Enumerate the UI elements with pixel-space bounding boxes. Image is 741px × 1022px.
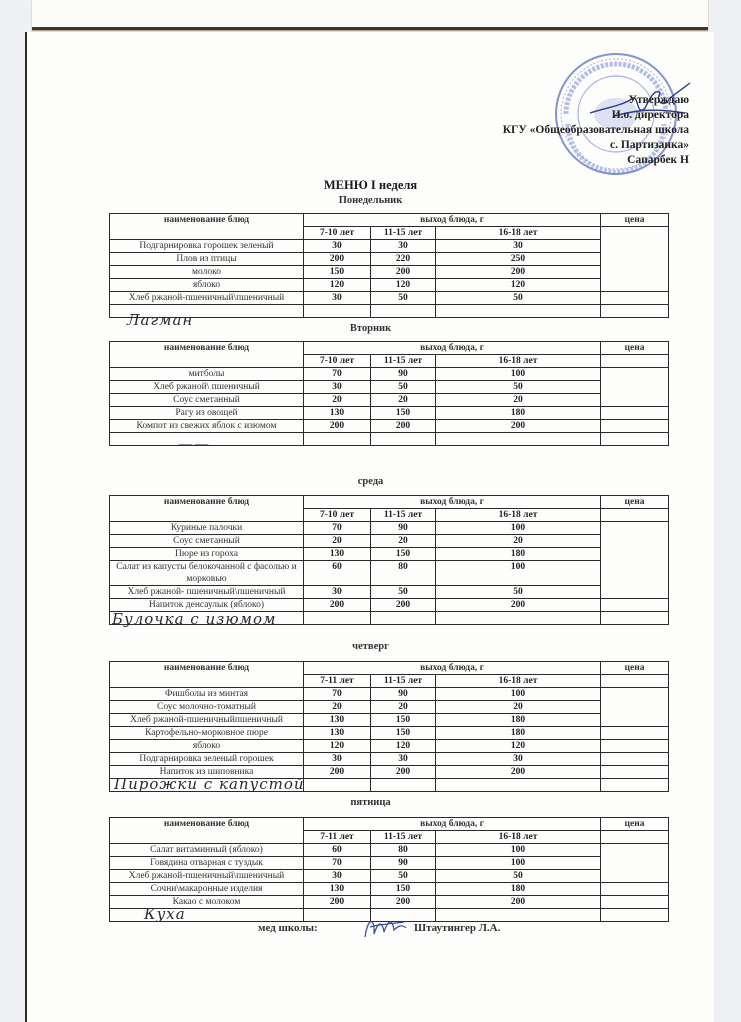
yield-value: 70 [304, 688, 371, 701]
yield-value: 50 [371, 586, 436, 599]
yield-value: 200 [304, 896, 371, 909]
day-heading: Понедельник [338, 195, 403, 206]
yield-value: 60 [304, 561, 371, 586]
nurse-label: мед школы: [258, 922, 318, 934]
yield-value: 100 [436, 561, 601, 586]
yield-value: 20 [371, 394, 436, 407]
dish-name: Сочни\макаронные изделия [110, 883, 304, 896]
dish-name: Напиток из шиповника [110, 766, 304, 779]
dish-row [110, 701, 669, 714]
approval-line-village: с. Партизанка» [609, 139, 689, 151]
approval-line-person: Сапарбек Н [627, 154, 689, 166]
price-cell [601, 909, 669, 922]
yield-value: 60 [304, 844, 371, 857]
yield-value: 30 [304, 586, 371, 599]
handwritten-dish: —— [178, 435, 210, 453]
header-row [110, 662, 669, 675]
dish-row [110, 253, 669, 266]
dish-row [110, 292, 669, 305]
yield-value: 120 [304, 740, 371, 753]
empty-cell [371, 433, 436, 446]
age-group-header: 11-15 лет [371, 509, 436, 522]
dish-row [110, 548, 669, 561]
yield-value: 150 [371, 727, 436, 740]
approval-line-org: КГУ «Общеобразовательная школа [502, 124, 689, 136]
yield-value: 50 [436, 586, 601, 599]
yield-value: 130 [304, 727, 371, 740]
dish-name: Какао с молоком [110, 896, 304, 909]
dish-row [110, 522, 669, 535]
yield-value: 70 [304, 368, 371, 381]
empty-cell [304, 305, 371, 318]
dish-row [110, 714, 669, 727]
price-cell [601, 688, 669, 727]
age-group-header: 11-15 лет [371, 831, 436, 844]
dish-row [110, 688, 669, 701]
dish-row [110, 586, 669, 599]
approval-line-title: И.о. директора [611, 109, 689, 121]
dish-name: Салат витаминный (яблоко) [110, 844, 304, 857]
age-group-header: 16-18 лет [436, 227, 601, 240]
price-cell [601, 831, 669, 844]
yield-value: 30 [304, 240, 371, 253]
price-cell [601, 407, 669, 420]
yield-value: 180 [436, 727, 601, 740]
yield-value: 90 [371, 522, 436, 535]
menu-table [109, 341, 669, 446]
yield-value: 100 [436, 522, 601, 535]
empty-cell [436, 909, 601, 922]
yield-value: 120 [436, 279, 601, 292]
dish-name: Рагу из овощей [110, 407, 304, 420]
dish-name: Пюре из гороха [110, 548, 304, 561]
day-heading: Вторник [349, 323, 392, 334]
price-cell [601, 675, 669, 688]
price-cell [601, 433, 669, 446]
header-yield: выход блюда, г [304, 496, 601, 509]
yield-value: 200 [436, 766, 601, 779]
yield-value: 130 [304, 548, 371, 561]
yield-value: 180 [436, 883, 601, 896]
extra-dish-name [110, 909, 304, 922]
dish-name: Говядина отварная с туздык [110, 857, 304, 870]
empty-cell [371, 612, 436, 625]
header-dish-name: наименование блюд [110, 214, 304, 240]
dish-row [110, 896, 669, 909]
price-cell [601, 522, 669, 599]
dish-name: Плов из птицы [110, 253, 304, 266]
header-price: цена [601, 496, 669, 509]
yield-value: 200 [436, 896, 601, 909]
yield-value: 20 [304, 394, 371, 407]
yield-value: 150 [304, 266, 371, 279]
yield-value: 20 [371, 701, 436, 714]
yield-value: 200 [436, 420, 601, 433]
empty-cell [436, 433, 601, 446]
age-group-header: 11-15 лет [371, 355, 436, 368]
age-group-header: 11-15 лет [371, 227, 436, 240]
yield-value: 20 [436, 535, 601, 548]
header-row [110, 342, 669, 355]
yield-value: 200 [436, 599, 601, 612]
price-cell [601, 355, 669, 368]
age-group-header: 7-11 лет [304, 831, 371, 844]
yield-value: 80 [371, 844, 436, 857]
yield-value: 200 [304, 599, 371, 612]
dish-row [110, 279, 669, 292]
yield-value: 90 [371, 368, 436, 381]
dish-row [110, 857, 669, 870]
age-group-header: 16-18 лет [436, 675, 601, 688]
dish-name: Напиток денсаулык (яблоко) [110, 599, 304, 612]
age-group-header: 7-10 лет [304, 509, 371, 522]
dish-row [110, 753, 669, 766]
yield-value: 150 [371, 548, 436, 561]
header-yield: выход блюда, г [304, 662, 601, 675]
dish-row [110, 420, 669, 433]
menu-table [109, 817, 669, 922]
age-group-header: 11-15 лет [371, 675, 436, 688]
empty-cell [304, 433, 371, 446]
dish-row [110, 561, 669, 586]
price-cell [601, 599, 669, 612]
handwritten-dish: Булочка с изюмом [112, 610, 277, 628]
dish-name: Куриные палочки [110, 522, 304, 535]
header-yield: выход блюда, г [304, 214, 601, 227]
header-dish-name: наименование блюд [110, 662, 304, 688]
dish-name: Хлеб ржаной\ пшеничный [110, 381, 304, 394]
empty-cell [436, 305, 601, 318]
yield-value: 120 [371, 279, 436, 292]
yield-value: 200 [304, 253, 371, 266]
dish-name: Соус молочно-томатный [110, 701, 304, 714]
yield-value: 20 [436, 394, 601, 407]
day-heading: среда [357, 476, 384, 487]
dish-row [110, 266, 669, 279]
yield-value: 200 [371, 599, 436, 612]
yield-value: 30 [304, 753, 371, 766]
dish-name: Салат из капусты белокочанной с фасолью и морковью [110, 561, 304, 586]
handwritten-dish: Куха [144, 905, 186, 923]
price-cell [601, 368, 669, 407]
dish-name: Соус сметанный [110, 394, 304, 407]
yield-value: 130 [304, 407, 371, 420]
yield-value: 150 [371, 407, 436, 420]
empty-cell [436, 612, 601, 625]
yield-value: 200 [371, 420, 436, 433]
yield-value: 20 [304, 535, 371, 548]
dish-row [110, 407, 669, 420]
yield-value: 130 [304, 883, 371, 896]
price-cell [601, 844, 669, 883]
empty-cell [304, 779, 371, 792]
dish-name: Подгарнировка зеленый горошек [110, 753, 304, 766]
price-cell [601, 509, 669, 522]
menu-table [109, 661, 669, 792]
extra-dish-row [110, 305, 669, 318]
age-group-header: 7-10 лет [304, 355, 371, 368]
header-row [110, 496, 669, 509]
empty-cell [436, 779, 601, 792]
yield-value: 30 [304, 381, 371, 394]
dish-name: Компот из свежих яблок с изюмом [110, 420, 304, 433]
yield-value: 100 [436, 688, 601, 701]
yield-value: 120 [371, 740, 436, 753]
yield-value: 20 [436, 701, 601, 714]
menu-title: МЕНЮ I неделя [323, 178, 418, 192]
dish-name: яблоко [110, 279, 304, 292]
header-dish-name: наименование блюд [110, 342, 304, 368]
dish-name: Хлеб ржаной-пшеничный\пшеничный [110, 870, 304, 883]
nurse-signature [360, 912, 410, 942]
yield-value: 50 [371, 292, 436, 305]
dish-name: Хлеб ржаной- пшеничный\пшеничный [110, 586, 304, 599]
menu-table [109, 213, 669, 318]
yield-value: 200 [371, 896, 436, 909]
approval-line-approve: Утверждаю [628, 94, 689, 106]
header-price: цена [601, 342, 669, 355]
header-price: цена [601, 818, 669, 831]
dish-row [110, 240, 669, 253]
dish-row [110, 727, 669, 740]
dish-row [110, 870, 669, 883]
nurse-name: Штаутингер Л.А. [414, 922, 501, 934]
price-cell [601, 766, 669, 779]
age-group-header: 16-18 лет [436, 831, 601, 844]
yield-value: 90 [371, 688, 436, 701]
menu-table [109, 495, 669, 625]
dish-name: митболы [110, 368, 304, 381]
age-group-header: 16-18 лет [436, 509, 601, 522]
yield-value: 20 [371, 535, 436, 548]
price-cell [601, 753, 669, 766]
yield-value: 250 [436, 253, 601, 266]
yield-value: 100 [436, 857, 601, 870]
yield-value: 150 [371, 714, 436, 727]
yield-value: 30 [371, 753, 436, 766]
previous-page-edge [32, 0, 708, 30]
empty-cell [371, 305, 436, 318]
yield-value: 30 [436, 753, 601, 766]
dish-name: Картофельно-морковное пюре [110, 727, 304, 740]
dish-row [110, 381, 669, 394]
dish-row [110, 844, 669, 857]
approval-block [503, 93, 689, 168]
price-cell [601, 896, 669, 909]
dish-name: молоко [110, 266, 304, 279]
yield-value: 180 [436, 714, 601, 727]
handwritten-dish: Лагман [127, 311, 194, 329]
handwritten-dish: Пирожки с капустой [114, 775, 305, 793]
yield-value: 130 [304, 714, 371, 727]
yield-value: 200 [304, 420, 371, 433]
yield-value: 120 [304, 279, 371, 292]
yield-value: 200 [371, 766, 436, 779]
yield-value: 180 [436, 548, 601, 561]
dish-name: Подгарнировка горошек зеленый [110, 240, 304, 253]
yield-value: 50 [371, 870, 436, 883]
dish-name: яблоко [110, 740, 304, 753]
price-cell [601, 727, 669, 740]
yield-value: 100 [436, 844, 601, 857]
yield-value: 50 [371, 381, 436, 394]
yield-value: 180 [436, 407, 601, 420]
yield-value: 150 [371, 883, 436, 896]
yield-value: 50 [436, 870, 601, 883]
price-cell [601, 612, 669, 625]
yield-value: 200 [304, 766, 371, 779]
dish-row [110, 535, 669, 548]
dish-row [110, 883, 669, 896]
header-price: цена [601, 214, 669, 227]
dish-row [110, 368, 669, 381]
dish-name: Хлеб ржаной-пшеничный\пшеничный [110, 292, 304, 305]
header-price: цена [601, 662, 669, 675]
price-cell [601, 227, 669, 292]
yield-value: 120 [436, 740, 601, 753]
age-group-header: 7-10 лет [304, 227, 371, 240]
yield-value: 80 [371, 561, 436, 586]
day-heading: четверг [352, 641, 389, 652]
header-yield: выход блюда, г [304, 818, 601, 831]
yield-value: 200 [371, 266, 436, 279]
yield-value: 20 [304, 701, 371, 714]
header-dish-name: наименование блюд [110, 496, 304, 522]
yield-value: 50 [436, 292, 601, 305]
yield-value: 30 [304, 870, 371, 883]
empty-cell [371, 779, 436, 792]
age-group-header: 7-11 лет [304, 675, 371, 688]
price-cell [601, 292, 669, 305]
dish-name: Соус сметанный [110, 535, 304, 548]
age-group-header: 16-18 лет [436, 355, 601, 368]
empty-cell [304, 612, 371, 625]
yield-value: 50 [436, 381, 601, 394]
header-row [110, 818, 669, 831]
header-row [110, 214, 669, 227]
price-cell [601, 740, 669, 753]
yield-value: 70 [304, 857, 371, 870]
yield-value: 220 [371, 253, 436, 266]
dish-row [110, 394, 669, 407]
dish-name: Хлеб ржаной-пшеничныйпшеничный [110, 714, 304, 727]
dish-row [110, 740, 669, 753]
yield-value: 30 [304, 292, 371, 305]
yield-value: 30 [436, 240, 601, 253]
day-heading: пятница [350, 797, 391, 808]
header-yield: выход блюда, г [304, 342, 601, 355]
dish-name: Фишболы из минтая [110, 688, 304, 701]
price-cell [601, 305, 669, 318]
header-dish-name: наименование блюд [110, 818, 304, 844]
yield-value: 200 [436, 266, 601, 279]
price-cell [601, 779, 669, 792]
price-cell [601, 420, 669, 433]
yield-value: 90 [371, 857, 436, 870]
price-cell [601, 883, 669, 896]
yield-value: 30 [371, 240, 436, 253]
yield-value: 100 [436, 368, 601, 381]
yield-value: 70 [304, 522, 371, 535]
